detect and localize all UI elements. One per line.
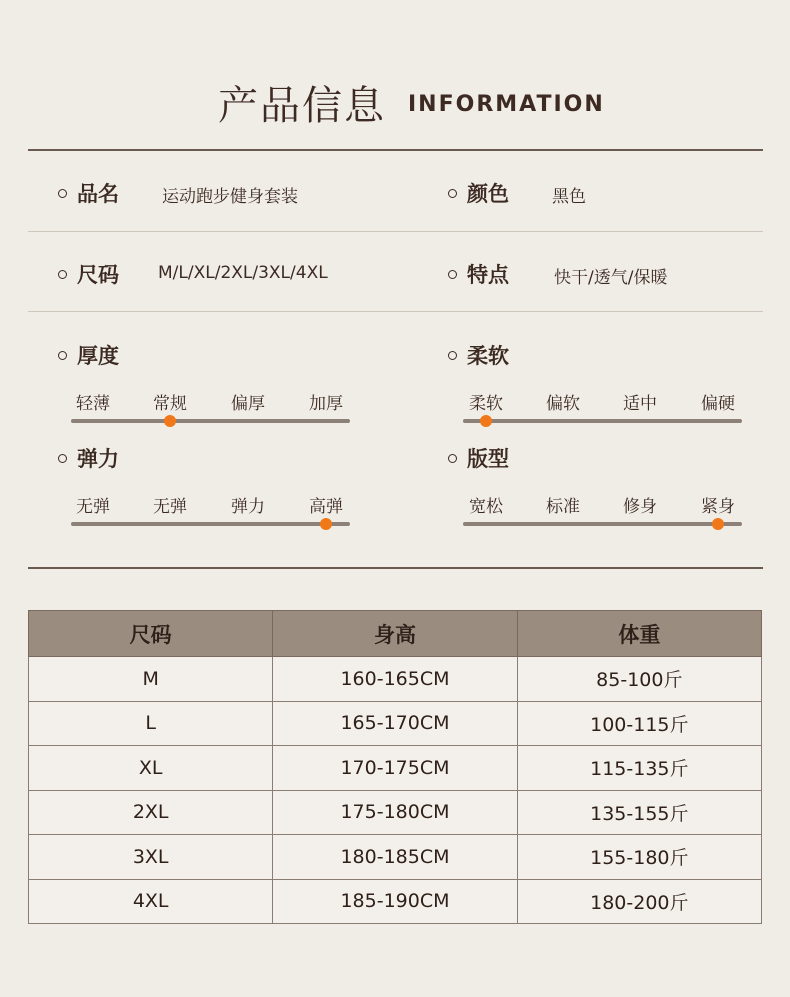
rating-label: 适中 [623, 394, 657, 414]
bullet-icon [58, 270, 67, 279]
table-cell: 170-175CM [273, 746, 517, 791]
table-row [29, 701, 762, 746]
table-cell: 180-185CM [273, 835, 517, 880]
column-header: 身高 [273, 611, 517, 657]
bullet-icon [58, 189, 67, 198]
rating-label: 高弹 [309, 497, 343, 517]
rating-title-softness: 柔软 [448, 340, 509, 370]
table-row [29, 790, 762, 835]
rating-label: 偏厚 [231, 394, 265, 414]
page-title: 产品信息 [218, 83, 386, 129]
info-value-size: M/L/XL/2XL/3XL/4XL [158, 263, 328, 283]
table-row [29, 879, 762, 924]
bullet-icon [448, 189, 457, 198]
table-cell: 135-155斤 [517, 790, 761, 835]
table-row [29, 746, 762, 791]
rating-label: 轻薄 [76, 394, 110, 414]
table-header-row [29, 611, 762, 657]
divider [28, 567, 763, 569]
table-cell: 3XL [29, 835, 273, 880]
table-cell: XL [29, 746, 273, 791]
table-cell: 180-200斤 [517, 879, 761, 924]
divider [28, 311, 763, 312]
rating-indicator [712, 518, 724, 530]
divider [28, 149, 763, 151]
info-key-size: 尺码 [58, 259, 119, 289]
rating-track [71, 419, 350, 423]
info-value-feature: 快干/透气/保暖 [554, 268, 668, 288]
table-cell: 175-180CM [273, 790, 517, 835]
section-header [0, 72, 790, 132]
rating-label: 无弹 [76, 497, 110, 517]
rating-label: 偏硬 [701, 394, 735, 414]
rating-label: 紧身 [701, 497, 735, 517]
page-title-english: INFORMATION [408, 92, 605, 117]
rating-track [463, 522, 742, 526]
rating-title-fit: 版型 [448, 443, 509, 473]
rating-track [463, 419, 742, 423]
rating-track [71, 522, 350, 526]
table-cell: 155-180斤 [517, 835, 761, 880]
bullet-icon [448, 351, 457, 360]
rating-title-elasticity: 弹力 [58, 443, 119, 473]
table-cell: L [29, 701, 273, 746]
bullet-icon [448, 270, 457, 279]
table-cell: 115-135斤 [517, 746, 761, 791]
table-cell: M [29, 657, 273, 702]
rating-indicator [480, 415, 492, 427]
rating-indicator [320, 518, 332, 530]
rating-label: 标准 [546, 497, 580, 517]
size-table [28, 610, 762, 924]
bullet-icon [58, 454, 67, 463]
info-key-color: 颜色 [448, 178, 509, 208]
table-cell: 85-100斤 [517, 657, 761, 702]
rating-label: 无弹 [153, 497, 187, 517]
table-cell: 2XL [29, 790, 273, 835]
table-cell: 4XL [29, 879, 273, 924]
bullet-icon [58, 351, 67, 360]
table-cell: 185-190CM [273, 879, 517, 924]
column-header: 尺码 [29, 611, 273, 657]
rating-label: 常规 [153, 394, 187, 414]
info-value-color: 黑色 [552, 187, 586, 207]
rating-label: 修身 [623, 497, 657, 517]
rating-label: 柔软 [469, 394, 503, 414]
rating-indicator [164, 415, 176, 427]
rating-label: 弹力 [231, 497, 265, 517]
rating-label: 加厚 [309, 394, 343, 414]
bullet-icon [448, 454, 457, 463]
column-header: 体重 [517, 611, 761, 657]
info-key-name: 品名 [58, 178, 119, 208]
divider [28, 231, 763, 232]
table-cell: 160-165CM [273, 657, 517, 702]
rating-label: 宽松 [469, 497, 503, 517]
table-cell: 100-115斤 [517, 701, 761, 746]
table-cell: 165-170CM [273, 701, 517, 746]
info-value-name: 运动跑步健身套装 [162, 187, 298, 207]
rating-label: 偏软 [546, 394, 580, 414]
table-row [29, 835, 762, 880]
info-key-feature: 特点 [448, 259, 509, 289]
rating-title-thickness: 厚度 [58, 340, 119, 370]
table-row [29, 657, 762, 702]
